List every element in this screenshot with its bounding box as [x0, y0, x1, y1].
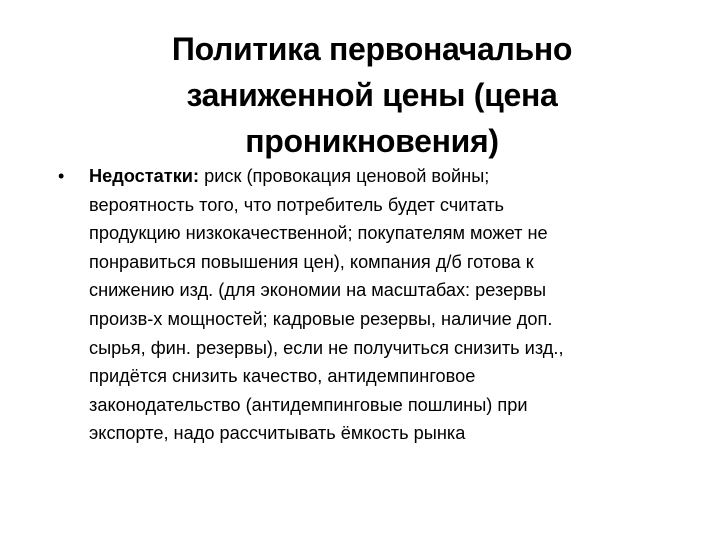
bullet-line-5: снижению изд. (для экономии на масштабах: резервы [89, 280, 547, 301]
title-line-1: Политика первоначально [171, 31, 573, 67]
bullet-line-10: экспорте, надо рассчитывать ёмкость рынка [89, 423, 466, 444]
bullet-line-3: продукцию низкокачественной; покупателям может не [89, 223, 548, 244]
bullet-line-1-text: риск (провокация ценовой войны; [199, 166, 490, 186]
bullet-line-1 [89, 162, 678, 191]
bullet-list [58, 162, 678, 448]
bullet-item-disadvantages [58, 162, 678, 448]
bullet-line-2: вероятность того, что потребитель будет считать [89, 194, 505, 215]
bullet-line-9: законодательство (антидемпинговые пошлины) при [89, 394, 528, 415]
bullet-marker: • [58, 166, 65, 186]
title-line-2: заниженной цены (цена [186, 77, 558, 113]
disadvantages-label: Недостатки: [89, 166, 200, 186]
title-line-3: проникновения) [245, 123, 499, 159]
bullet-line-7: сырья, фин. резервы), если не получиться снизить изд., [89, 337, 564, 358]
bullet-line-4: понравиться повышения цен), компания д/б готова к [89, 251, 534, 272]
bullet-line-6: произв-х мощностей; кадровые резервы, наличие доп. [89, 308, 553, 329]
slide-title [90, 26, 654, 164]
bullet-line-8: придётся снизить качество, антидемпинговое [89, 366, 476, 387]
